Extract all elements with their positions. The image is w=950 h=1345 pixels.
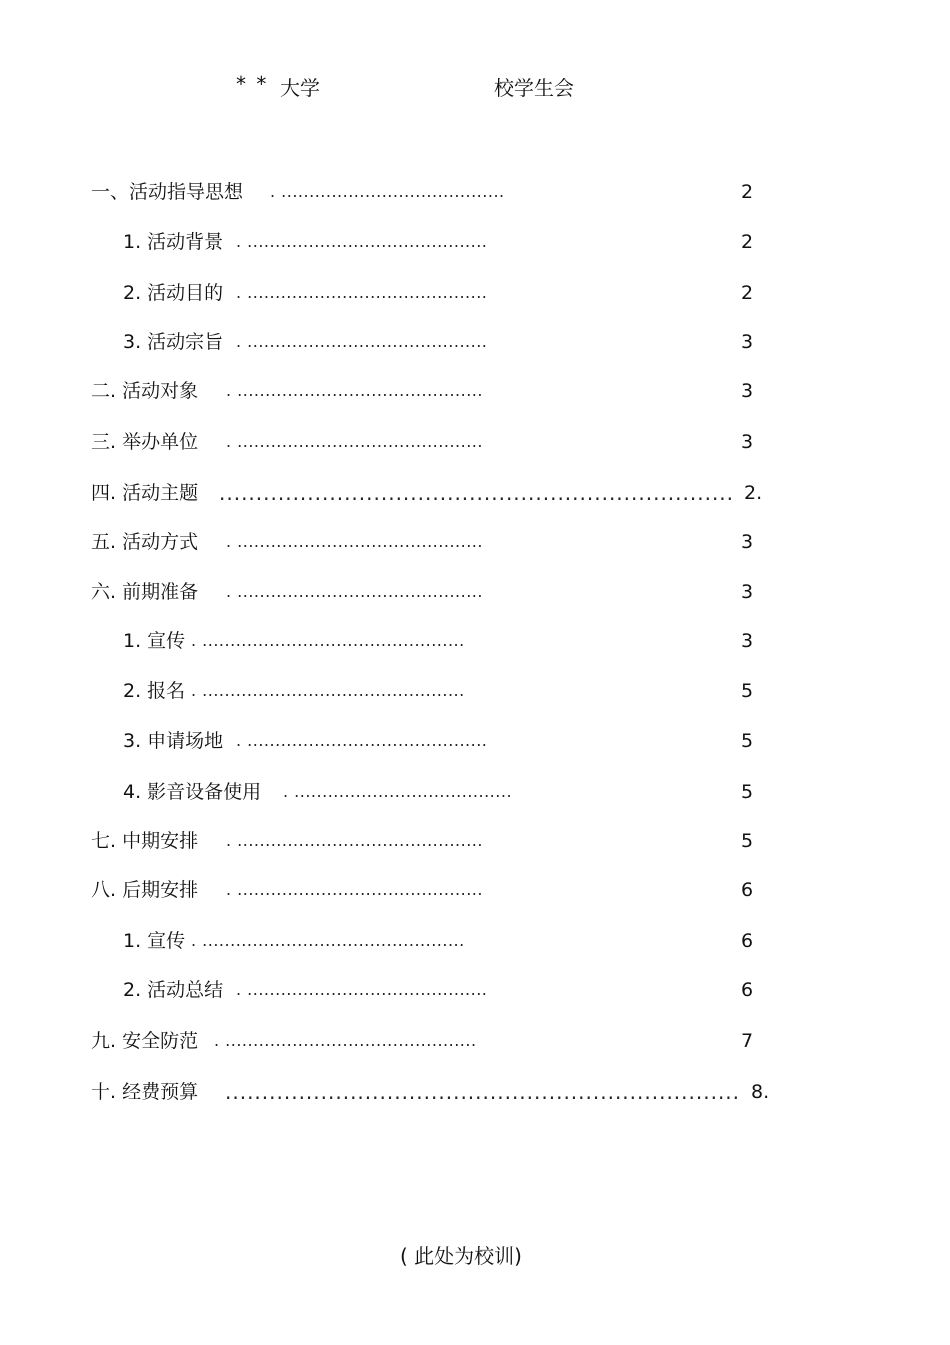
school-motto: ( 此处为校训) xyxy=(400,1244,522,1268)
toc-entry-label: 2. 活动目的 xyxy=(123,282,224,304)
toc-entry-leader: . ........................................ xyxy=(270,182,505,201)
toc-entry-page: 3 xyxy=(741,431,754,453)
toc-entry[interactable] xyxy=(0,975,950,1005)
toc-entry-leader: . ............................................ xyxy=(226,582,483,601)
toc-entry-page: 5 xyxy=(741,781,754,803)
toc-entry-leader: . ........................................... xyxy=(236,283,488,302)
toc-entry-leader: . ............................................ xyxy=(226,381,483,400)
toc-entry-label: 一、活动指导思想 xyxy=(91,181,244,203)
header-university: 大学 xyxy=(280,76,320,100)
toc-entry-page: 6 xyxy=(741,879,754,901)
header-student-union: 校学生会 xyxy=(494,76,574,100)
toc-entry-page: 3 xyxy=(741,630,754,652)
toc-entry-label: 1. 宣传 xyxy=(123,630,186,652)
toc-entry-label: 九. 安全防范 xyxy=(91,1030,199,1052)
toc-entry[interactable] xyxy=(0,577,950,607)
toc-entry-label: 三. 举办单位 xyxy=(91,431,199,453)
toc-entry-page: 5 xyxy=(741,830,754,852)
toc-entry-page: 3 xyxy=(741,531,754,553)
toc-entry-label: 3. 活动宗旨 xyxy=(123,331,224,353)
toc-entry-leader: . ............................................ xyxy=(226,432,483,451)
toc-entry-label: 十. 经费预算 xyxy=(91,1081,199,1103)
toc-entry-label: 六. 前期准备 xyxy=(91,581,199,603)
toc-entry[interactable] xyxy=(0,376,950,406)
toc-entry-leader: . ............................................... xyxy=(191,681,465,700)
toc-entry-label: 五. 活动方式 xyxy=(91,531,199,553)
toc-entry-page: 2 xyxy=(741,231,754,253)
toc-entry-leader: . ............................................. xyxy=(214,1031,477,1050)
toc-entry-leader: . ............................................... xyxy=(191,931,465,950)
toc-entry-leader: . ........................................... xyxy=(236,332,488,351)
toc-entry-page: 8. xyxy=(751,1081,770,1103)
toc-entry[interactable] xyxy=(0,278,950,308)
toc-entry-leader: . ............................................ xyxy=(226,532,483,551)
toc-entry-leader: . ............................................ xyxy=(226,831,483,850)
toc-entry-page: 2 xyxy=(741,181,754,203)
toc-entry-page: 6 xyxy=(741,930,754,952)
toc-entry-leader: . ............................................... xyxy=(191,631,465,650)
toc-entry-page: 3 xyxy=(741,581,754,603)
toc-entry-page: 5 xyxy=(741,730,754,752)
toc-entry-label: 2. 活动总结 xyxy=(123,979,224,1001)
toc-entry[interactable] xyxy=(0,826,950,856)
toc-entry-leader: . ........................................... xyxy=(236,980,488,999)
toc-entry-page: 3 xyxy=(741,331,754,353)
toc-entry[interactable] xyxy=(0,875,950,905)
toc-entry-leader: . ....................................... xyxy=(283,782,513,801)
toc-entry[interactable] xyxy=(0,1026,950,1056)
toc-entry-label: 3. 申请场地 xyxy=(123,730,224,752)
toc-entry[interactable] xyxy=(0,777,950,807)
header-stars: * * xyxy=(236,72,269,96)
toc-entry-label: 4. 影音设备使用 xyxy=(123,781,262,803)
toc-entry[interactable] xyxy=(0,527,950,557)
toc-entry[interactable] xyxy=(0,1077,950,1107)
toc-entry-page: 5 xyxy=(741,680,754,702)
toc-entry-label: 七. 中期安排 xyxy=(91,830,199,852)
toc-entry[interactable] xyxy=(0,227,950,257)
toc-entry-page: 2 xyxy=(741,282,754,304)
toc-entry-leader: . ............................................ xyxy=(226,880,483,899)
toc-entry-label: 四. 活动主题 xyxy=(91,482,199,504)
toc-entry-leader: . ........................................... xyxy=(236,731,488,750)
toc-entry-page: 6 xyxy=(741,979,754,1001)
toc-entry[interactable] xyxy=(0,427,950,457)
toc-entry-leader: ...................................................................... xyxy=(219,481,735,505)
toc-entry-leader: . ........................................... xyxy=(236,232,488,251)
toc-entry-label: 1. 活动背景 xyxy=(123,231,224,253)
toc-entry-label: 1. 宣传 xyxy=(123,930,186,952)
toc-entry[interactable] xyxy=(0,478,950,508)
toc-entry[interactable] xyxy=(0,327,950,357)
toc-entry[interactable] xyxy=(0,676,950,706)
toc-entry-leader: ...................................................................... xyxy=(225,1080,741,1104)
toc-entry-page: 3 xyxy=(741,380,754,402)
toc-entry[interactable] xyxy=(0,926,950,956)
toc-entry-label: 二. 活动对象 xyxy=(91,380,199,402)
toc-entry-page: 7 xyxy=(741,1030,754,1052)
toc-entry[interactable] xyxy=(0,626,950,656)
toc-entry[interactable] xyxy=(0,726,950,756)
toc-entry[interactable] xyxy=(0,177,950,207)
toc-entry-page: 2. xyxy=(744,482,763,504)
toc-entry-label: 八. 后期安排 xyxy=(91,879,199,901)
toc-entry-label: 2. 报名 xyxy=(123,680,186,702)
